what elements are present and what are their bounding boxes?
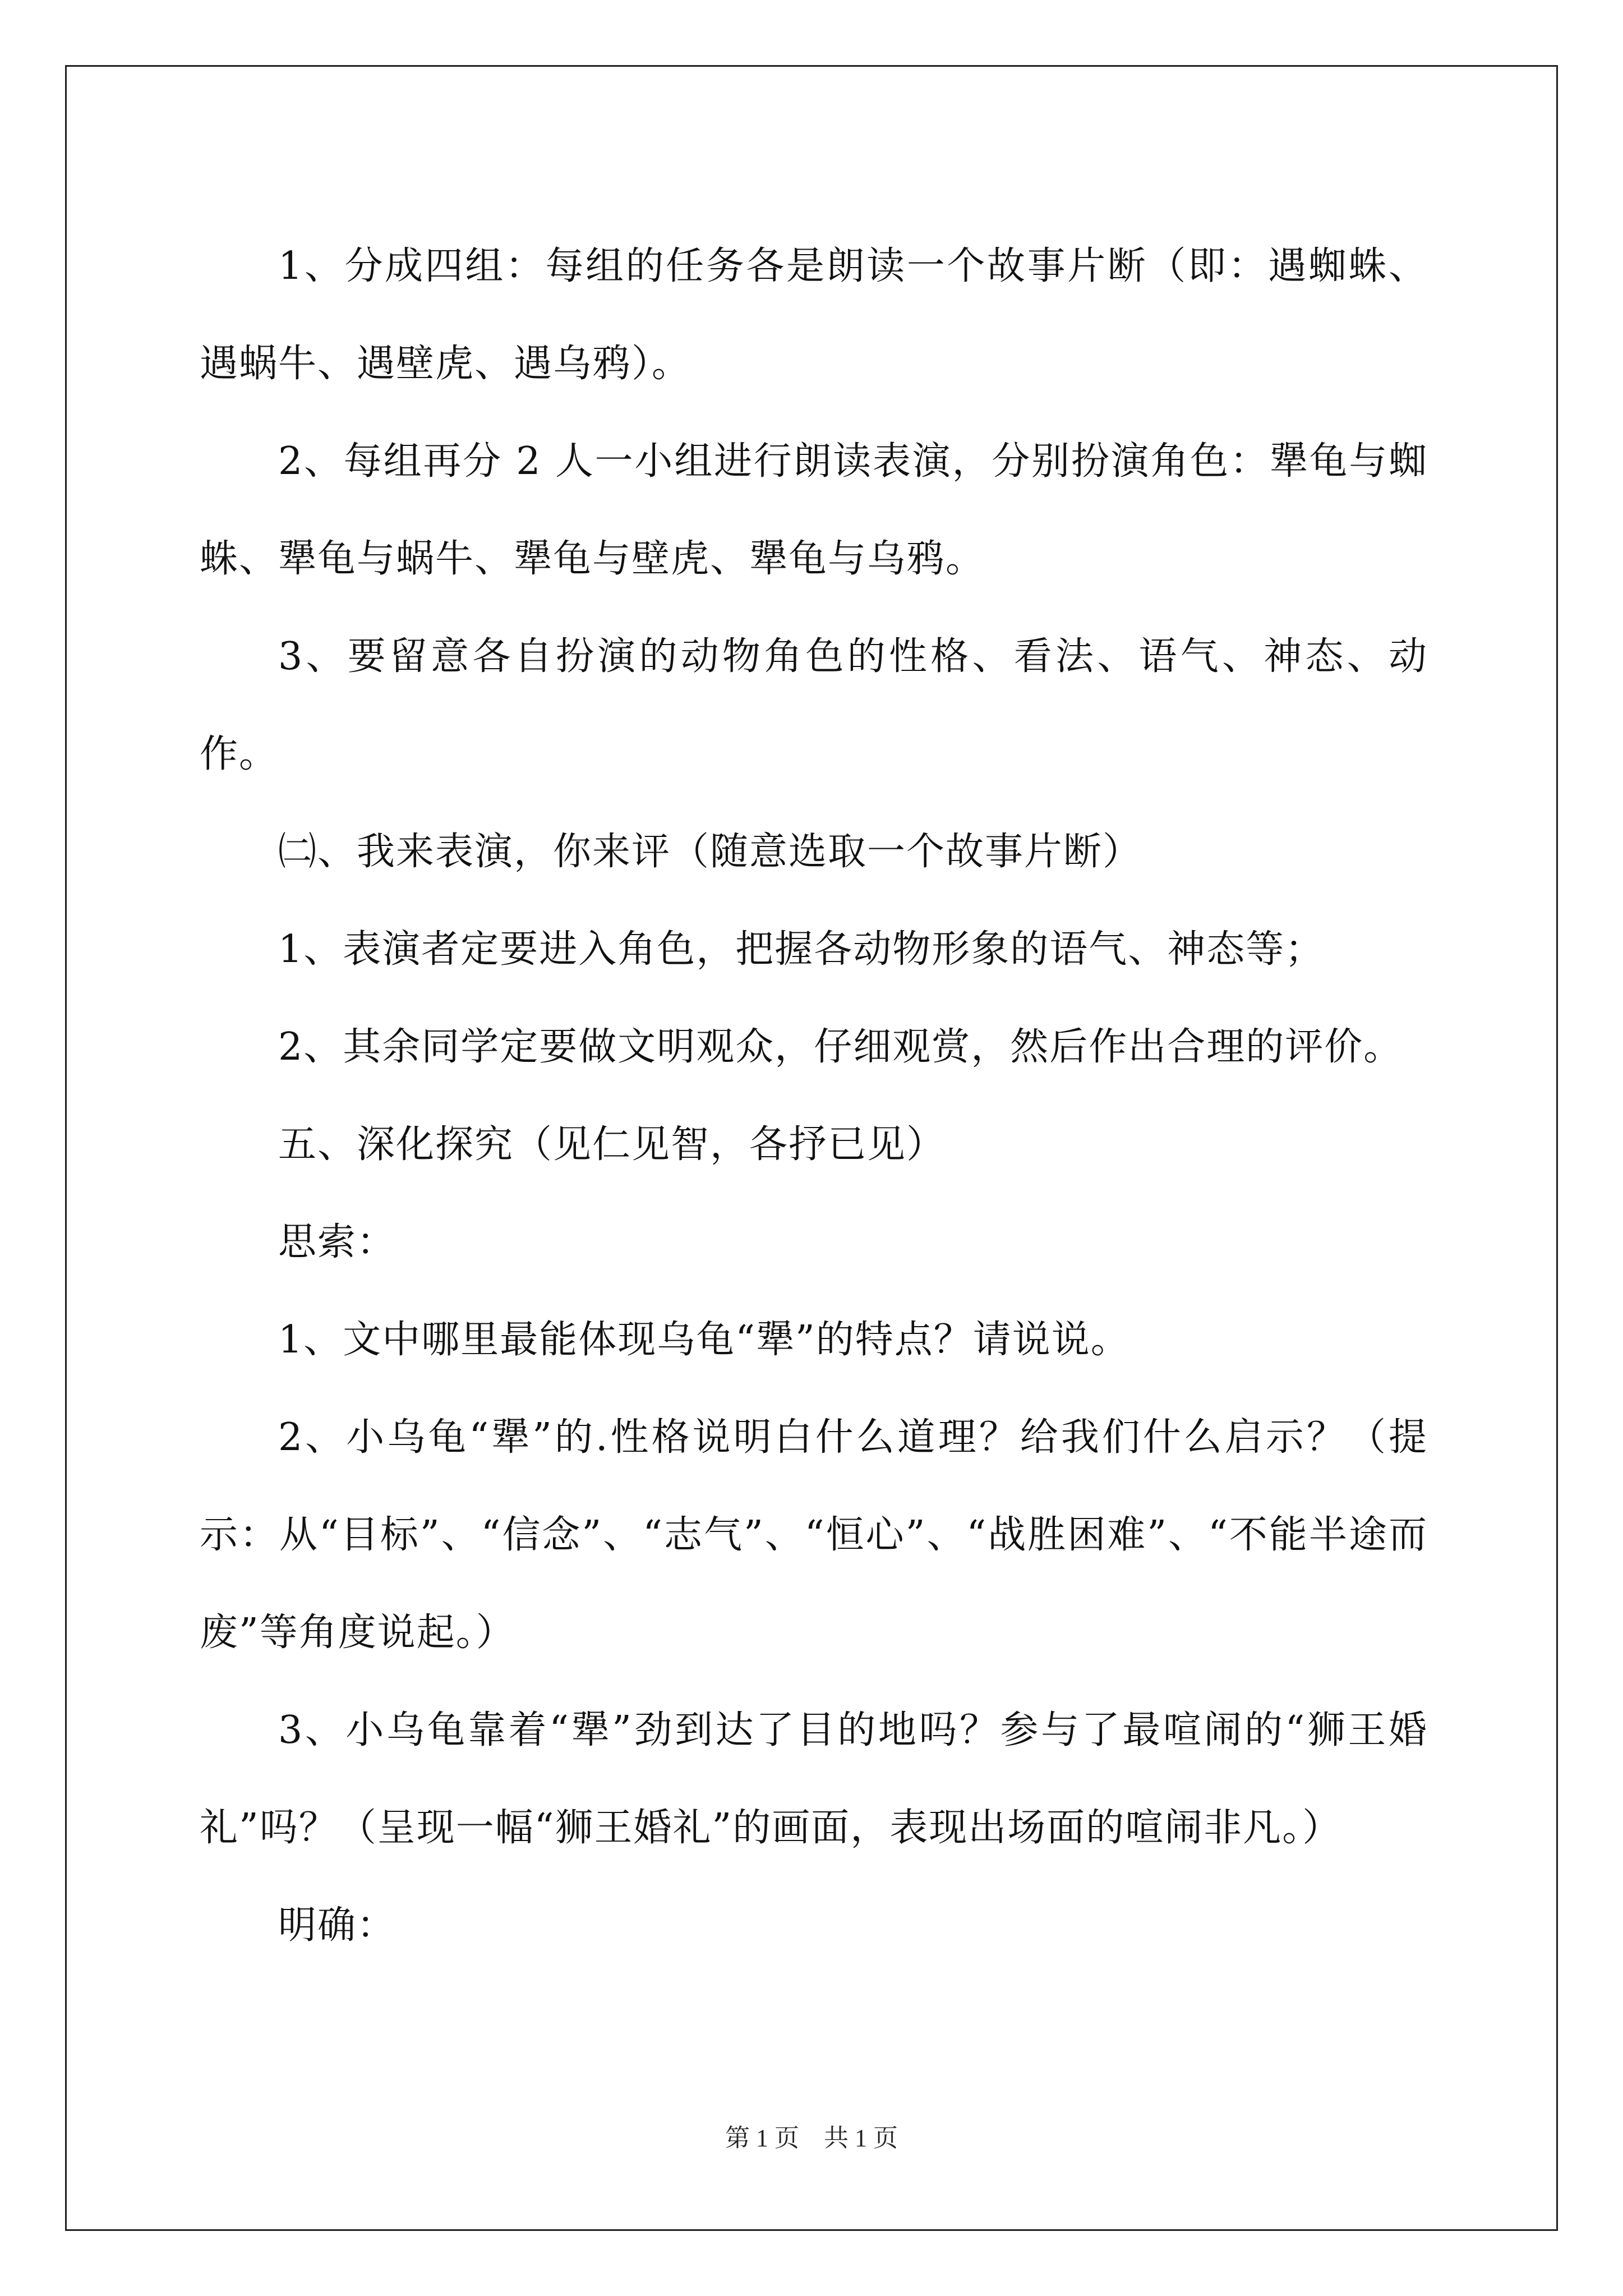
paragraph: 五、深化探究（见仁见智，各抒已见） [278, 1122, 946, 1167]
paragraph: 3、要留意各自扮演的动物角色的性格、看法、语气、神态、动作。 [200, 634, 1428, 776]
paragraph: 思索： [278, 1220, 396, 1264]
paragraph: 2、小乌龟“犟”的.性格说明白什么道理？给我们什么启示？（提示：从“目标”、“信念”、“志气”、“恒心”、“战胜困难”、“不能半途而废”等角度说起。） [200, 1415, 1428, 1655]
paragraph: ㈡、我来表演，你来评（随意选取一个故事片断） [278, 830, 1142, 874]
paragraph: 1、表演者定要进入角色，把握各动物形象的语气、神态等； [278, 927, 1325, 972]
paragraph: 明确： [278, 1903, 396, 1948]
paragraph: 3、小乌龟靠着“犟”劲到达了目的地吗？参与了最喧闹的“狮王婚礼”吗？（呈现一幅“狮王婚礼”的画面，表现出场面的喧闹非凡。） [200, 1708, 1428, 1850]
paragraph: 1、文中哪里最能体现乌龟“犟”的特点？请说说。 [278, 1318, 1130, 1362]
paragraph: 2、每组再分 2 人一小组进行朗读表演，分别扮演角色：犟龟与蜘蛛、犟龟与蜗牛、犟龟与壁虎、犟龟与乌鸦。 [200, 439, 1428, 581]
paragraph: 2、其余同学定要做文明观众，仔细观赏，然后作出合理的评价。 [278, 1025, 1403, 1069]
paragraph: 1、分成四组：每组的任务各是朗读一个故事片断（即：遇蜘蛛、遇蜗牛、遇壁虎、遇乌鸦）。 [200, 244, 1428, 386]
page-footer [0, 2122, 1623, 2155]
page-number-label: 第 1 页 共 1 页 [725, 2124, 898, 2152]
document-body [200, 218, 1428, 1975]
